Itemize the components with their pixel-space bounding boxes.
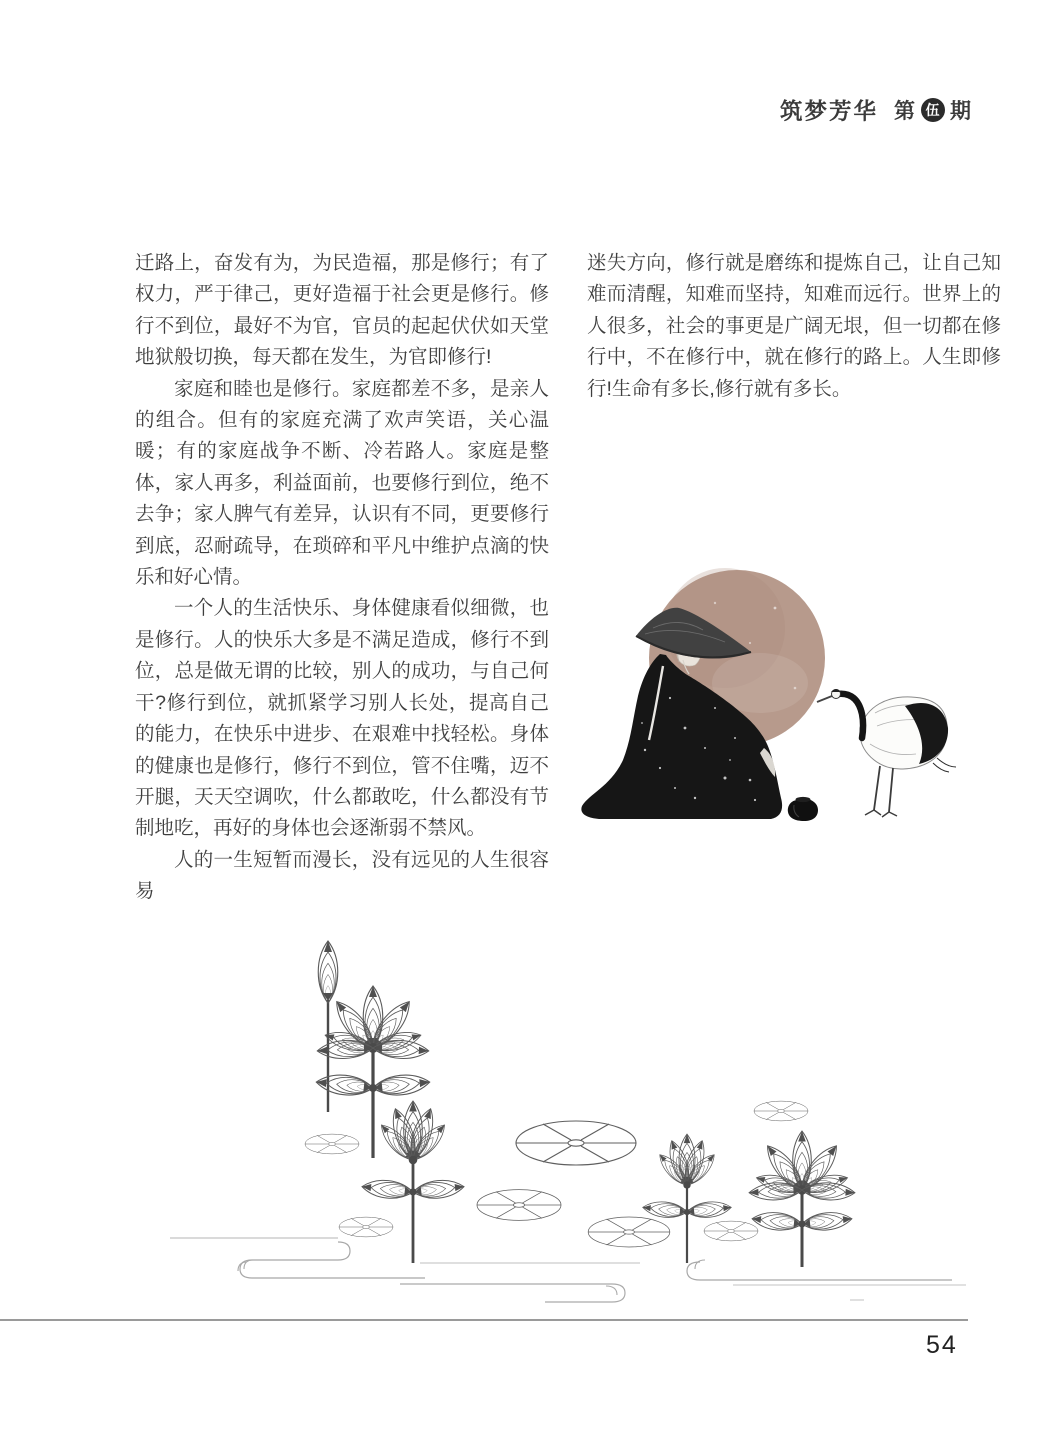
left-column — [135, 248, 549, 908]
tea-pot — [788, 797, 818, 821]
crane — [817, 689, 956, 817]
crane-legs — [874, 766, 893, 812]
lotus-flowers — [315, 941, 855, 1233]
footer-rule — [0, 1319, 968, 1321]
paragraph: 迷失方向，修行就是磨练和提炼自己，让自己知难而清醒，知难而坚持，知难而远行。世界上的人很多，社会的事更是广阔无垠，但一切都在修行中，不在修行中，就在修行的路上。人生即修行!生命有多长,修行就有多长。 — [587, 252, 1001, 400]
tail-wisps — [933, 758, 956, 772]
issue-label — [894, 95, 972, 125]
lotus-flower — [376, 1101, 450, 1165]
crane-neck — [837, 694, 863, 738]
lotus-flower — [749, 1131, 856, 1201]
issue-suffix: 期 — [950, 100, 972, 123]
crane-crown — [831, 689, 841, 692]
cloud-scrolls — [170, 1238, 966, 1302]
crane-beak — [817, 696, 832, 702]
issue-prefix: 第 — [894, 100, 916, 123]
lotus-decoration — [0, 940, 1050, 1322]
lily-pads — [305, 1101, 808, 1247]
paragraph: 家庭和睦也是修行。家庭都差不多，是亲人的组合。但有的家庭充满了欢声笑语，关心温暖；有的家庭战争不断、冷若路人。家庭是整体，家人再多，利益面前，也要修行到位，绝不去争；家人脾气有差异，认识有不同，更要修行到底，忍耐疏导，在琐碎和平凡中维护点滴的快乐和好心情。 — [135, 377, 549, 589]
lotus-bud — [318, 941, 338, 1003]
paragraph: 一个人的生活快乐、身体健康看似细微，也是修行。人的快乐大多是不满足造成，修行不到位，总是做无谓的比较，别人的成功，与自己何干?修行到位，就抓紧学习别人长处，提高自己的能力，在快乐中进步、在艰难中找轻松。身体的健康也是修行，修行不到位，管不住嘴，迈不开腿，天天空调吹，什么都敢吃，什么都没有节制地吃，再好的身体也会逐渐弱不禁风。 — [135, 597, 549, 840]
paragraph: 迁路上，奋发有为，为民造福，那是修行；有了权力，严于律己，更好造福于社会更是修行。修行不到位，最好不为官，官员的起起伏伏如天堂地狱般切换，每天都在发生，为官即修行! — [135, 252, 549, 369]
masthead — [780, 94, 972, 126]
issue-number-badge: 伍 — [921, 98, 945, 122]
lotus-flower — [655, 1134, 719, 1189]
crane-feet — [865, 810, 897, 817]
magazine-title: 筑梦芳华 — [779, 99, 878, 124]
page-number: 54 — [926, 1331, 958, 1359]
lotus-flower — [317, 986, 429, 1060]
monk-and-crane-illustration — [575, 548, 1015, 863]
paragraph: 人的一生短暂而漫长，没有远见的人生很容易 — [135, 848, 549, 903]
